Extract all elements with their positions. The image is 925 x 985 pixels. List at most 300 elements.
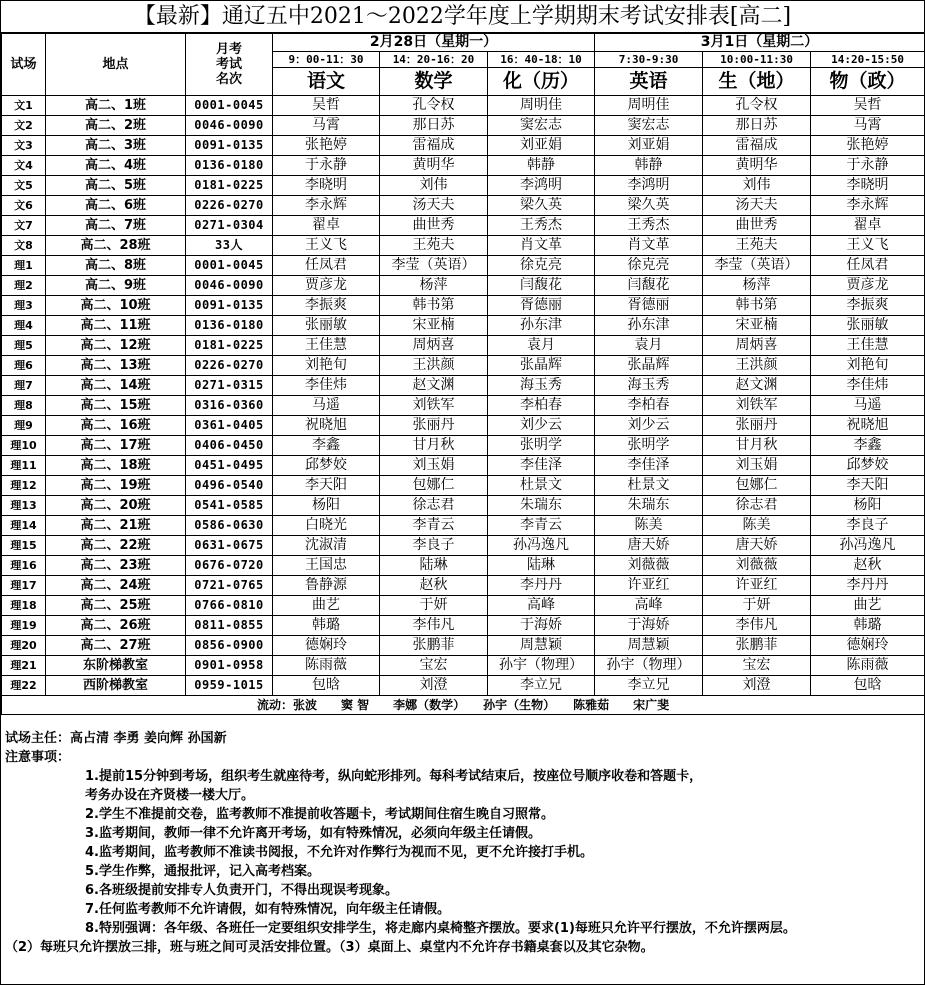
- cell-chinese: 李振爽: [273, 296, 380, 316]
- cell-physics-politics: 贾彦龙: [811, 276, 925, 296]
- cell-chem-history: 周明佳: [488, 96, 595, 116]
- cell-room: 理20: [2, 636, 46, 656]
- note-line: 考务办设在齐贤楼一楼大厅。: [85, 788, 255, 803]
- cell-room: 理18: [2, 596, 46, 616]
- note-line: （2）每班只允许摆放三排，班与班之间可灵活安排位置。（3）桌面上、桌堂内不允许存书籍桌套以及其它杂物。: [5, 940, 654, 955]
- cell-chem-history: 袁月: [488, 336, 595, 356]
- cell-math: 王洪颜: [380, 356, 488, 376]
- cell-bio-geo: 杨萍: [703, 276, 811, 296]
- table-row: [2, 396, 925, 416]
- cell-rank-range: 0001-0045: [186, 96, 273, 116]
- cell-math: 陆琳: [380, 556, 488, 576]
- cell-bio-geo: 徐志君: [703, 496, 811, 516]
- cell-room: 理6: [2, 356, 46, 376]
- cell-physics-politics: 马霄: [811, 116, 925, 136]
- header-time-2: 14：20-16：20: [380, 52, 488, 68]
- cell-room: 理3: [2, 296, 46, 316]
- cell-room: 文2: [2, 116, 46, 136]
- cell-rank-range: 0091-0135: [186, 296, 273, 316]
- cell-math: 刘玉娟: [380, 456, 488, 476]
- header-subject-physics-politics: 物（政）: [811, 68, 925, 96]
- cell-rank-range: 0361-0405: [186, 416, 273, 436]
- cell-chinese: 于永静: [273, 156, 380, 176]
- cell-physics-politics: 李鑫: [811, 436, 925, 456]
- cell-location: 高二、12班: [46, 336, 186, 356]
- cell-bio-geo: 孔令权: [703, 96, 811, 116]
- cell-physics-politics: 翟卓: [811, 216, 925, 236]
- cell-location: 高二、9班: [46, 276, 186, 296]
- cell-bio-geo: 韩书第: [703, 296, 811, 316]
- cell-physics-politics: 于永静: [811, 156, 925, 176]
- cell-room: 理2: [2, 276, 46, 296]
- cell-english: 李佳泽: [595, 456, 703, 476]
- cell-english: 朱瑞东: [595, 496, 703, 516]
- cell-chinese: 马遥: [273, 396, 380, 416]
- cell-math: 曲世秀: [380, 216, 488, 236]
- cell-chinese: 鲁静源: [273, 576, 380, 596]
- cell-bio-geo: 王洪颜: [703, 356, 811, 376]
- cell-physics-politics: 张艳婷: [811, 136, 925, 156]
- cell-english: 高峰: [595, 596, 703, 616]
- cell-chinese: 吴哲: [273, 96, 380, 116]
- cell-chem-history: 于海娇: [488, 616, 595, 636]
- cell-bio-geo: 刘澄: [703, 676, 811, 696]
- header-rank-line2: 考试: [215, 57, 242, 72]
- cell-rank-range: 0811-0855: [186, 616, 273, 636]
- cell-physics-politics: 李良子: [811, 516, 925, 536]
- cell-rank-range: 0496-0540: [186, 476, 273, 496]
- cell-chem-history: 张明学: [488, 436, 595, 456]
- cell-location: 高二、11班: [46, 316, 186, 336]
- cell-physics-politics: 张丽敏: [811, 316, 925, 336]
- cell-physics-politics: 李振爽: [811, 296, 925, 316]
- cell-math: 宋亚楠: [380, 316, 488, 336]
- header-subject-chem-history: 化（历）: [488, 68, 595, 96]
- cell-english: 杜景文: [595, 476, 703, 496]
- cell-chinese: 邱梦姣: [273, 456, 380, 476]
- table-row: [2, 616, 925, 636]
- cell-room: 理21: [2, 656, 46, 676]
- cell-physics-politics: 邱梦姣: [811, 456, 925, 476]
- cell-math: 李青云: [380, 516, 488, 536]
- cell-bio-geo: 雷福成: [703, 136, 811, 156]
- cell-math: 李良子: [380, 536, 488, 556]
- cell-english: 周慧颖: [595, 636, 703, 656]
- cell-bio-geo: 宝宏: [703, 656, 811, 676]
- cell-chem-history: 李青云: [488, 516, 595, 536]
- cell-chem-history: 闫馥花: [488, 276, 595, 296]
- cell-rank-range: 0316-0360: [186, 396, 273, 416]
- table-row: [2, 376, 925, 396]
- cell-rank-range: 33人: [186, 236, 273, 256]
- cell-location: 高二、7班: [46, 216, 186, 236]
- cell-physics-politics: 马遥: [811, 396, 925, 416]
- cell-room: 理11: [2, 456, 46, 476]
- cell-location: 高二、28班: [46, 236, 186, 256]
- cell-chinese: 王佳慧: [273, 336, 380, 356]
- cell-chem-history: 韩静: [488, 156, 595, 176]
- cell-bio-geo: 许亚红: [703, 576, 811, 596]
- cell-bio-geo: 于妍: [703, 596, 811, 616]
- cell-location: 高二、22班: [46, 536, 186, 556]
- cell-location: 高二、13班: [46, 356, 186, 376]
- cell-bio-geo: 王苑夫: [703, 236, 811, 256]
- cell-math: 孔令权: [380, 96, 488, 116]
- cell-chem-history: 陆琳: [488, 556, 595, 576]
- cell-math: 于妍: [380, 596, 488, 616]
- cell-english: 刘少云: [595, 416, 703, 436]
- cell-location: 高二、16班: [46, 416, 186, 436]
- cell-chem-history: 李鸿明: [488, 176, 595, 196]
- cell-room: 文6: [2, 196, 46, 216]
- cell-math: 雷福成: [380, 136, 488, 156]
- header-subject-english: 英语: [595, 68, 703, 96]
- cell-chem-history: 李立兄: [488, 676, 595, 696]
- cell-chem-history: 刘少云: [488, 416, 595, 436]
- cell-chem-history: 窦宏志: [488, 116, 595, 136]
- cell-physics-politics: 王佳慧: [811, 336, 925, 356]
- cell-chinese: 王义飞: [273, 236, 380, 256]
- cell-room: 理9: [2, 416, 46, 436]
- header-room: 试场: [2, 34, 46, 96]
- cell-math: 王苑夫: [380, 236, 488, 256]
- cell-chem-history: 杜景文: [488, 476, 595, 496]
- cell-math: 赵文渊: [380, 376, 488, 396]
- cell-english: 孙宇（物理）: [595, 656, 703, 676]
- cell-rank-range: 0046-0090: [186, 116, 273, 136]
- cell-location: 东阶梯教室: [46, 656, 186, 676]
- cell-room: 理13: [2, 496, 46, 516]
- cell-chinese: 李鑫: [273, 436, 380, 456]
- cell-english: 王秀杰: [595, 216, 703, 236]
- table-row: [2, 216, 925, 236]
- cell-math: 张鹏菲: [380, 636, 488, 656]
- header-day1: 2月28日（星期一）: [273, 34, 595, 52]
- cell-bio-geo: 曲世秀: [703, 216, 811, 236]
- cell-math: 黄明华: [380, 156, 488, 176]
- table-row: [2, 576, 925, 596]
- cell-english: 徐克亮: [595, 256, 703, 276]
- header-subject-bio-geo: 生（地）: [703, 68, 811, 96]
- cell-bio-geo: 李伟凡: [703, 616, 811, 636]
- cell-bio-geo: 包娜仁: [703, 476, 811, 496]
- cell-english: 于海娇: [595, 616, 703, 636]
- cell-bio-geo: 周炳喜: [703, 336, 811, 356]
- table-row: [2, 336, 925, 356]
- table-row: [2, 256, 925, 276]
- table-row: [2, 536, 925, 556]
- cell-math: 张丽丹: [380, 416, 488, 436]
- cell-rank-range: 0451-0495: [186, 456, 273, 476]
- cell-chinese: 祝晓旭: [273, 416, 380, 436]
- cell-location: 高二、20班: [46, 496, 186, 516]
- cell-bio-geo: 刘铁军: [703, 396, 811, 416]
- cell-rank-range: 0226-0270: [186, 196, 273, 216]
- cell-room: 理1: [2, 256, 46, 276]
- header-time-6: 14:20-15:50: [811, 52, 925, 68]
- header-rank: [186, 34, 273, 96]
- cell-location: 高二、27班: [46, 636, 186, 656]
- notes-heading: 注意事项：: [5, 750, 71, 765]
- cell-english: 孙东津: [595, 316, 703, 336]
- cell-english: 胥德丽: [595, 296, 703, 316]
- note-line: 7.任何监考教师不允许请假，如有特殊情况，向年级主任请假。: [85, 902, 450, 917]
- cell-physics-politics: 李丹丹: [811, 576, 925, 596]
- cell-bio-geo: 赵文渊: [703, 376, 811, 396]
- cell-room: 理4: [2, 316, 46, 336]
- note-line: 5.学生作弊，通报批评，记入高考档案。: [85, 864, 320, 879]
- note-line: 3.监考期间，教师一律不允许离开考场，如有特殊情况，必须向年级主任请假。: [85, 826, 541, 841]
- cell-location: 高二、25班: [46, 596, 186, 616]
- cell-rank-range: 0226-0270: [186, 356, 273, 376]
- cell-bio-geo: 张丽丹: [703, 416, 811, 436]
- cell-room: 文8: [2, 236, 46, 256]
- cell-location: 高二、5班: [46, 176, 186, 196]
- cell-chinese: 贾彦龙: [273, 276, 380, 296]
- cell-chinese: 曲艺: [273, 596, 380, 616]
- cell-chem-history: 张晶辉: [488, 356, 595, 376]
- cell-room: 理22: [2, 676, 46, 696]
- cell-math: 刘澄: [380, 676, 488, 696]
- cell-location: 高二、1班: [46, 96, 186, 116]
- cell-rank-range: 0721-0765: [186, 576, 273, 596]
- sheet-title: 【最新】通辽五中2021～2022学年度上学期期末考试安排表[高二]: [1, 1, 924, 33]
- cell-math: 赵秋: [380, 576, 488, 596]
- cell-chinese: 翟卓: [273, 216, 380, 236]
- cell-room: 理15: [2, 536, 46, 556]
- cell-physics-politics: 德娴玲: [811, 636, 925, 656]
- cell-rank-range: 0901-0958: [186, 656, 273, 676]
- table-row: [2, 456, 925, 476]
- cell-chem-history: 胥德丽: [488, 296, 595, 316]
- cell-chinese: 韩璐: [273, 616, 380, 636]
- cell-chinese: 包晗: [273, 676, 380, 696]
- cell-chem-history: 周慧颖: [488, 636, 595, 656]
- cell-english: 肖文革: [595, 236, 703, 256]
- header-time-5: 10:00-11:30: [703, 52, 811, 68]
- cell-english: 袁月: [595, 336, 703, 356]
- cell-bio-geo: 刘伟: [703, 176, 811, 196]
- cell-physics-politics: 吴哲: [811, 96, 925, 116]
- cell-chinese: 杨阳: [273, 496, 380, 516]
- cell-room: 理17: [2, 576, 46, 596]
- note-line: 8.特别强调：各年级、各班任一定要组织安排学生，将走廊内桌椅整齐摆放。要求(1)每班只允许平行摆放，不允许摆两层。: [85, 921, 796, 936]
- cell-location: 高二、21班: [46, 516, 186, 536]
- header-time-1: 9：00-11：30: [273, 52, 380, 68]
- cell-location: 高二、23班: [46, 556, 186, 576]
- cell-math: 杨萍: [380, 276, 488, 296]
- table-row: [2, 276, 925, 296]
- cell-math: 周炳喜: [380, 336, 488, 356]
- table-row: [2, 416, 925, 436]
- cell-chinese: 张丽敏: [273, 316, 380, 336]
- cell-room: 文4: [2, 156, 46, 176]
- cell-chem-history: 李丹丹: [488, 576, 595, 596]
- cell-math: 宝宏: [380, 656, 488, 676]
- table-row: [2, 556, 925, 576]
- cell-math: 李莹（英语）: [380, 256, 488, 276]
- cell-math: 汤天夫: [380, 196, 488, 216]
- cell-rank-range: 0856-0900: [186, 636, 273, 656]
- cell-room: 理5: [2, 336, 46, 356]
- cell-chinese: 刘艳旬: [273, 356, 380, 376]
- header-day2: 3月1日（星期二）: [595, 34, 925, 52]
- cell-physics-politics: 杨阳: [811, 496, 925, 516]
- notes-section: [1, 715, 924, 957]
- cell-bio-geo: 李莹（英语）: [703, 256, 811, 276]
- cell-rank-range: 0541-0585: [186, 496, 273, 516]
- cell-location: 高二、8班: [46, 256, 186, 276]
- cell-math: 徐志君: [380, 496, 488, 516]
- cell-room: 理12: [2, 476, 46, 496]
- table-row: [2, 116, 925, 136]
- cell-rank-range: 0001-0045: [186, 256, 273, 276]
- cell-room: 文7: [2, 216, 46, 236]
- table-row: [2, 596, 925, 616]
- header-rank-line1: 月考: [215, 42, 242, 57]
- cell-english: 韩静: [595, 156, 703, 176]
- cell-math: 刘铁军: [380, 396, 488, 416]
- cell-math: 李伟凡: [380, 616, 488, 636]
- cell-physics-politics: 王义飞: [811, 236, 925, 256]
- cell-location: 高二、26班: [46, 616, 186, 636]
- cell-physics-politics: 祝晓旭: [811, 416, 925, 436]
- cell-english: 张晶辉: [595, 356, 703, 376]
- cell-bio-geo: 宋亚楠: [703, 316, 811, 336]
- cell-room: 理7: [2, 376, 46, 396]
- cell-rank-range: 0271-0315: [186, 376, 273, 396]
- cell-chinese: 德娴玲: [273, 636, 380, 656]
- cell-chinese: 沈淑清: [273, 536, 380, 556]
- cell-location: 高二、18班: [46, 456, 186, 476]
- floating-staff-line: 流动：张波 窦 智 李娜（数学） 孙宇（生物） 陈雅茹 宋广斐: [2, 696, 925, 715]
- cell-english: 梁久英: [595, 196, 703, 216]
- cell-rank-range: 0136-0180: [186, 316, 273, 336]
- table-row: [2, 316, 925, 336]
- note-line: 4.监考期间，监考教师不准读书阅报，不允许对作弊行为视而不见，更不允许接打手机。: [85, 845, 593, 860]
- table-row: [2, 136, 925, 156]
- cell-chem-history: 肖文革: [488, 236, 595, 256]
- cell-location: 高二、19班: [46, 476, 186, 496]
- cell-chinese: 王国忠: [273, 556, 380, 576]
- cell-physics-politics: 韩璐: [811, 616, 925, 636]
- note-line: 1.提前15分钟到考场，组织考生就座待考，纵向蛇形排列。每科考试结束后，按座位号顺序收卷和答题卡，: [85, 769, 703, 784]
- cell-chem-history: 海玉秀: [488, 376, 595, 396]
- table-row: [2, 196, 925, 216]
- cell-location: 高二、6班: [46, 196, 186, 216]
- cell-rank-range: 0181-0225: [186, 176, 273, 196]
- cell-english: 张明学: [595, 436, 703, 456]
- cell-math: 韩书第: [380, 296, 488, 316]
- cell-rank-range: 0181-0225: [186, 336, 273, 356]
- cell-bio-geo: 唐天娇: [703, 536, 811, 556]
- cell-chem-history: 孙东津: [488, 316, 595, 336]
- header-time-4: 7:30-9:30: [595, 52, 703, 68]
- cell-chinese: 李佳炜: [273, 376, 380, 396]
- header-subject-chinese: 语文: [273, 68, 380, 96]
- cell-room: 理16: [2, 556, 46, 576]
- cell-bio-geo: 甘月秋: [703, 436, 811, 456]
- cell-physics-politics: 李晓明: [811, 176, 925, 196]
- exam-directors: 试场主任：高占清 李勇 姜向辉 孙国新: [5, 731, 227, 746]
- cell-location: 高二、24班: [46, 576, 186, 596]
- cell-rank-range: 0091-0135: [186, 136, 273, 156]
- cell-location: 高二、15班: [46, 396, 186, 416]
- cell-location: 高二、3班: [46, 136, 186, 156]
- cell-bio-geo: 黄明华: [703, 156, 811, 176]
- cell-chem-history: 刘亚娟: [488, 136, 595, 156]
- cell-math: 刘伟: [380, 176, 488, 196]
- cell-rank-range: 0406-0450: [186, 436, 273, 456]
- cell-rank-range: 0136-0180: [186, 156, 273, 176]
- header-subject-math: 数学: [380, 68, 488, 96]
- cell-english: 海玉秀: [595, 376, 703, 396]
- cell-bio-geo: 那日苏: [703, 116, 811, 136]
- cell-location: 高二、4班: [46, 156, 186, 176]
- table-row: [2, 476, 925, 496]
- note-line: 2.学生不准提前交卷，监考教师不准提前收答题卡，考试期间住宿生晚自习照常。: [85, 807, 554, 822]
- cell-chinese: 李晓明: [273, 176, 380, 196]
- cell-english: 窦宏志: [595, 116, 703, 136]
- cell-physics-politics: 任凤君: [811, 256, 925, 276]
- cell-physics-politics: 赵秋: [811, 556, 925, 576]
- cell-physics-politics: 李佳炜: [811, 376, 925, 396]
- cell-rank-range: 0046-0090: [186, 276, 273, 296]
- cell-rank-range: 0676-0720: [186, 556, 273, 576]
- cell-bio-geo: 刘薇薇: [703, 556, 811, 576]
- table-row: [2, 176, 925, 196]
- cell-math: 包娜仁: [380, 476, 488, 496]
- cell-math: 甘月秋: [380, 436, 488, 456]
- cell-rank-range: 0586-0630: [186, 516, 273, 536]
- cell-location: 高二、10班: [46, 296, 186, 316]
- cell-chinese: 马霄: [273, 116, 380, 136]
- cell-physics-politics: 陈雨薇: [811, 656, 925, 676]
- cell-location: 西阶梯教室: [46, 676, 186, 696]
- cell-physics-politics: 曲艺: [811, 596, 925, 616]
- cell-chinese: 白晓光: [273, 516, 380, 536]
- cell-location: 高二、2班: [46, 116, 186, 136]
- cell-chem-history: 梁久英: [488, 196, 595, 216]
- table-row: [2, 96, 925, 116]
- table-row: [2, 636, 925, 656]
- cell-location: 高二、17班: [46, 436, 186, 456]
- cell-english: 李柏春: [595, 396, 703, 416]
- header-location: 地点: [46, 34, 186, 96]
- cell-chinese: 李天阳: [273, 476, 380, 496]
- cell-physics-politics: 孙冯逸凡: [811, 536, 925, 556]
- cell-chinese: 张艳婷: [273, 136, 380, 156]
- table-row: [2, 236, 925, 256]
- cell-room: 文1: [2, 96, 46, 116]
- cell-rank-range: 0959-1015: [186, 676, 273, 696]
- cell-chem-history: 朱瑞东: [488, 496, 595, 516]
- cell-physics-politics: 包晗: [811, 676, 925, 696]
- cell-bio-geo: 汤天夫: [703, 196, 811, 216]
- table-row: [2, 676, 925, 696]
- cell-english: 刘薇薇: [595, 556, 703, 576]
- table-row: [2, 356, 925, 376]
- cell-english: 许亚红: [595, 576, 703, 596]
- header-rank-line3: 名次: [215, 72, 242, 87]
- cell-english: 陈美: [595, 516, 703, 536]
- cell-chem-history: 高峰: [488, 596, 595, 616]
- cell-chem-history: 徐克亮: [488, 256, 595, 276]
- table-row: [2, 296, 925, 316]
- cell-physics-politics: 李天阳: [811, 476, 925, 496]
- cell-chinese: 任凤君: [273, 256, 380, 276]
- table-row: [2, 496, 925, 516]
